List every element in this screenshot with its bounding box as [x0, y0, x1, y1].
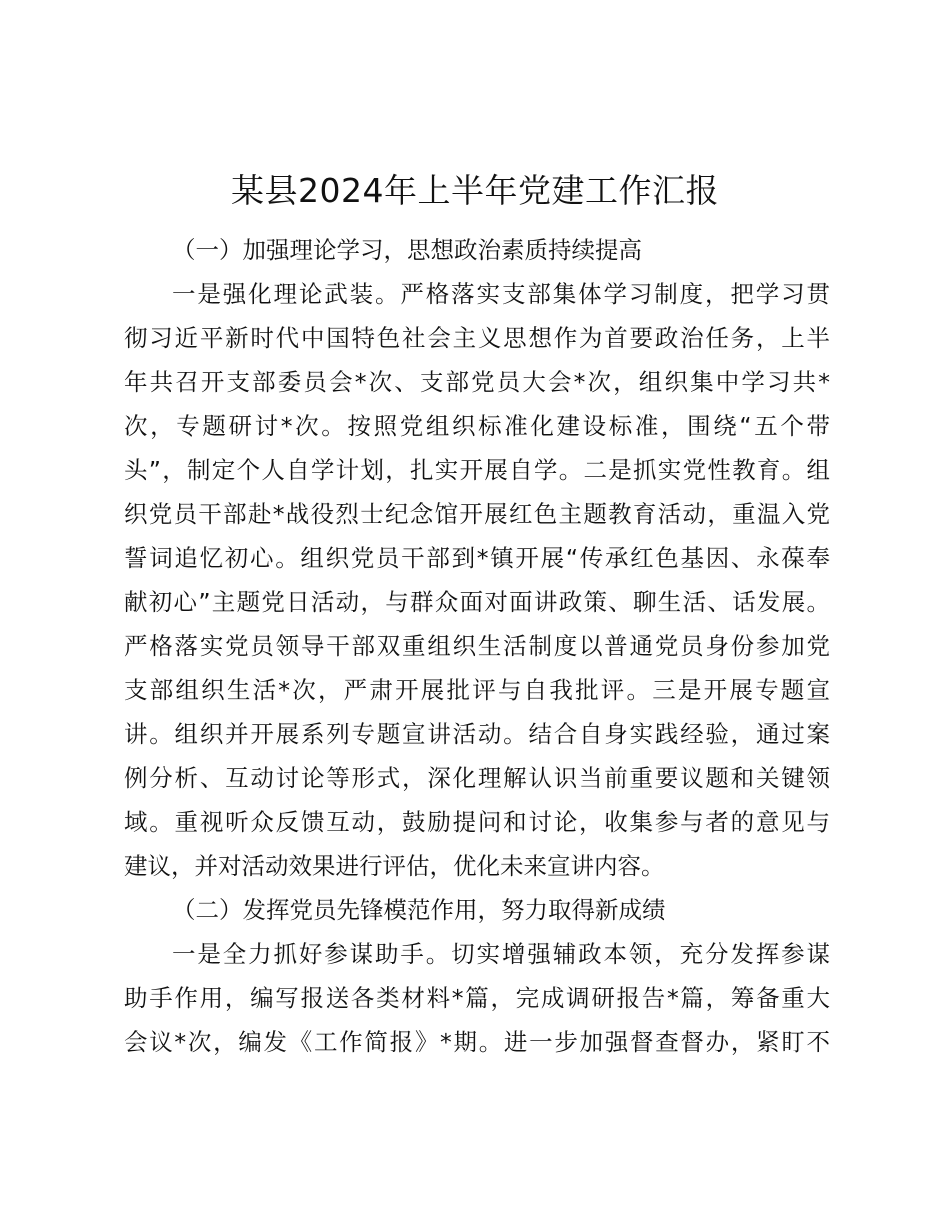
paragraph-line: 支部组织生活*次，严肃开展批评与自我批评。三是开展专题宣 — [124, 676, 830, 704]
document-title: 某县2024年上半年党建工作汇报 — [231, 171, 719, 210]
paragraph-line: 头”，制定个人自学计划，扎实开展自学。二是抓实党性教育。组 — [124, 456, 830, 484]
paragraph-line: 严格落实党员领导干部双重组织生活制度以普通党员身份参加党 — [124, 632, 830, 660]
paragraph-line: 誓词追忆初心。组织党员干部到*镇开展“传承红色基因、永葆奉 — [124, 544, 830, 572]
paragraph-line: 次，专题研讨*次。按照党组织标准化建设标准，围绕“五个带 — [124, 412, 830, 440]
paragraph-line: 彻习近平新时代中国特色社会主义思想作为首要政治任务，上半 — [124, 324, 830, 352]
paragraph-line: 年共召开支部委员会*次、支部党员大会*次，组织集中学习共* — [124, 368, 830, 396]
document-body — [124, 228, 830, 1064]
paragraph-line: 会议*次，编发《工作简报》*期。进一步加强督查督办，紧盯不 — [124, 1028, 830, 1056]
paragraph-line: 织党员干部赴*战役烈士纪念馆开展红色主题教育活动，重温入党 — [124, 500, 830, 528]
paragraph-line: 一是强化理论武装。严格落实支部集体学习制度，把学习贯 — [172, 280, 830, 308]
section-heading-1: （一）加强理论学习，思想政治素质持续提高 — [172, 236, 642, 264]
paragraph-line: 助手作用，编写报送各类材料*篇，完成调研报告*篇，筹备重大 — [124, 984, 830, 1012]
paragraph-line: 例分析、互动讨论等形式，深化理解认识当前重要议题和关键领 — [124, 764, 830, 792]
section-heading-2: （二）发挥党员先锋模范作用，努力取得新成绩 — [172, 896, 666, 924]
paragraph-line: 一是全力抓好参谋助手。切实增强辅政本领，充分发挥参谋 — [172, 940, 830, 968]
paragraph-line: 献初心”主题党日活动，与群众面对面讲政策、聊生活、话发展。 — [124, 588, 830, 616]
paragraph-line: 讲。组织并开展系列专题宣讲活动。结合自身实践经验，通过案 — [124, 720, 830, 748]
paragraph-line: 域。重视听众反馈互动，鼓励提问和讨论，收集参与者的意见与 — [124, 808, 830, 836]
paragraph-line: 建议，并对活动效果进行评估，优化未来宣讲内容。 — [124, 852, 665, 880]
